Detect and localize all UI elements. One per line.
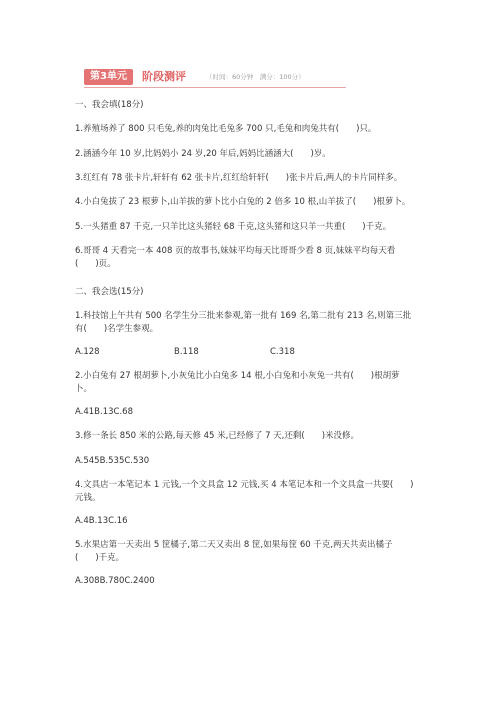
header-title: 阶段测评 [142, 70, 186, 83]
choice-1-option-b: B.118 [174, 347, 199, 357]
fill-question-5: 5.一头猪重 87 千克,一只羊比这头猪轻 68 千克,这头猪和这只羊一共重( )千克。 [75, 222, 392, 232]
choice-question-5: 5.水果店第一天卖出 5 筐橘子,第二天又卖出 8 筐,如果每筐 60 千克,两天共卖出橘子( )千克。 [75, 540, 393, 563]
fill-question-6: 6.哥哥 4 天看完一本 408 页的故事书,妹妹平均每天比哥哥少看 8 页,妹妹平均每天看( )页。 [75, 246, 396, 269]
choice-2-options: A.41B.13C.68 [75, 407, 133, 417]
header-meta: （时间：60分钟 满分：100分） [206, 73, 305, 81]
fill-question-2: 2.涵涵今年 10 岁,比妈妈小 24 岁,20 年后,妈妈比涵涵大( )岁。 [75, 149, 331, 159]
choice-question-3: 3.修一条长 850 米的公路,每天修 45 米,已经修了 7 天,还剩( )米没修。 [75, 431, 360, 441]
choice-question-4: 4.文具店一本笔记本 1 元钱,一个文具盒 12 元钱,买 4 本笔记本和一个文具盒一共要( )元钱。 [75, 480, 414, 503]
choice-question-1: 1.科技馆上午共有 500 名学生分三批来参观,第一批有 169 名,第二批有 213 名,则第三批有( )名学生参观。 [75, 311, 412, 334]
unit-badge: 第3单元 [84, 69, 133, 85]
choice-1-option-c: C.318 [270, 347, 295, 357]
section-title-choice: 二、我会选(15分) [75, 287, 144, 297]
choice-3-options: A.545B.535C.530 [75, 456, 150, 466]
fill-question-1: 1.养殖场养了 800 只毛兔,养的肉兔比毛兔多 700 只,毛兔和肉兔共有( )只。 [75, 124, 377, 134]
choice-4-options: A.4B.13C.16 [75, 516, 128, 526]
choice-5-options: A.308B.780C.2400 [75, 576, 155, 586]
unit-header [76, 67, 346, 87]
fill-question-4: 4.小白兔拔了 23 根萝卜,山羊拔的萝卜比小白兔的 2 倍多 10 根,山羊拔了( )根萝卜。 [75, 197, 411, 207]
choice-question-2: 2.小白兔有 27 根胡萝卜,小灰兔比小白兔多 14 根,小白兔和小灰兔一共有( )根胡萝卜。 [75, 371, 400, 394]
header-divider [84, 87, 346, 88]
section-title-fill: 一、我会填(18分) [75, 100, 144, 110]
fill-question-3: 3.红红有 78 张卡片,轩轩有 62 张卡片,红红给轩轩( )张卡片后,两人的卡片同样多。 [75, 173, 403, 183]
choice-1-option-a: A.128 [75, 347, 100, 357]
